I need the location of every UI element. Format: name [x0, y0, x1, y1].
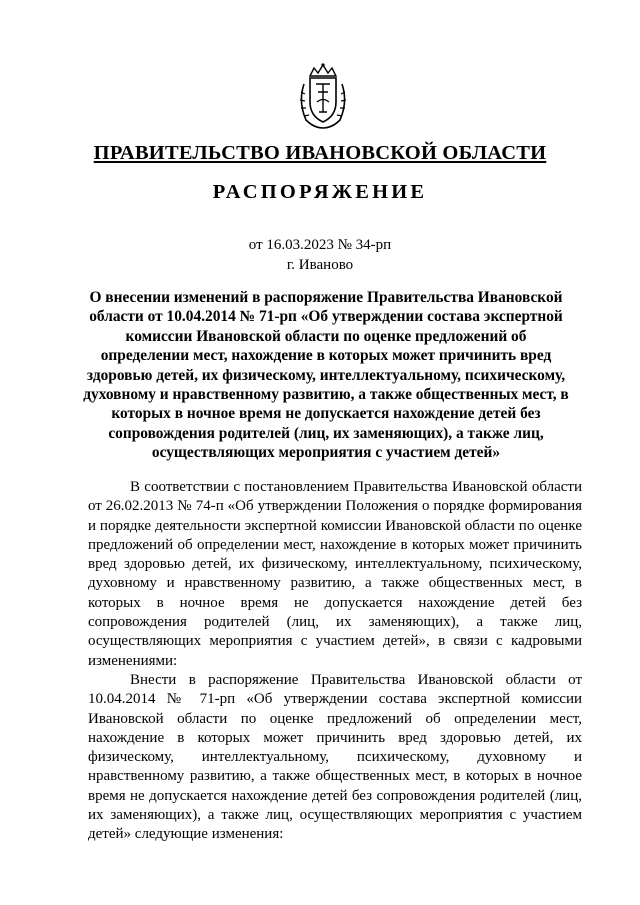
document-date-number: от 16.03.2023 № 34-рп: [248, 237, 392, 253]
government-title: ПРАВИТЕЛЬСТВО ИВАНОВСКОЙ ОБЛАСТИ: [93, 142, 547, 164]
coat-of-arms-icon: [296, 62, 350, 130]
document-type-title: РАСПОРЯЖЕНИЕ: [212, 181, 428, 203]
body-paragraph: В соответствии с постановлением Правительства Ивановской области от 26.02.2013 № 74-п «Об утверждении Положения о порядке формирования и порядке деятельности экспертной комиссии Ивановской области по оценке предложений об определении мест, нахождение в которых может причинить вред здоровью детей, их физическому, интеллектуальному, психическому, духовному и нравственному развитию, а также общественных мест, в которых в ночное время не допускается нахождение детей без сопровождения родителей (лиц, их заменяющих), а также лиц, осуществляющих мероприятия с участием детей», в связи с кадровыми изменениями:: [88, 479, 582, 669]
document-subject: О внесении изменений в распоряжение Правительства Ивановской области от 10.04.2014 № 71-рп «Об утверждении состава экспертной комиссии Ивановской области по оценке предложений об определении мест, нахождение в которых может причинить вред здоровью детей, их физическому, интеллектуальному, психическому, духовному и нравственному развитию, а также общественных мест, в которых в ночное время не допускается нахождение детей без сопровождения родителей (лиц, их заменяющих), а также лиц, осуществляющих мероприятия с участием детей»: [83, 289, 569, 462]
document-body: [88, 478, 582, 845]
body-paragraph: Внести в распоряжение Правительства Ивановской области от 10.04.2014 № 71-рп «Об утверждении состава экспертной комиссии Ивановской области по оценке предложений об определении мест, нахождение в которых может причинить вред здоровью детей, их физическому, интеллектуальному, психическому, духовному и нравственному развитию, а также общественных мест, в которых в ночное время не допускается нахождение детей без сопровождения родителей (лиц, их заменяющих), а также лиц, осуществляющих мероприятия с участием детей» следующие изменения:: [88, 671, 582, 843]
document-city: г. Иваново: [286, 257, 354, 273]
